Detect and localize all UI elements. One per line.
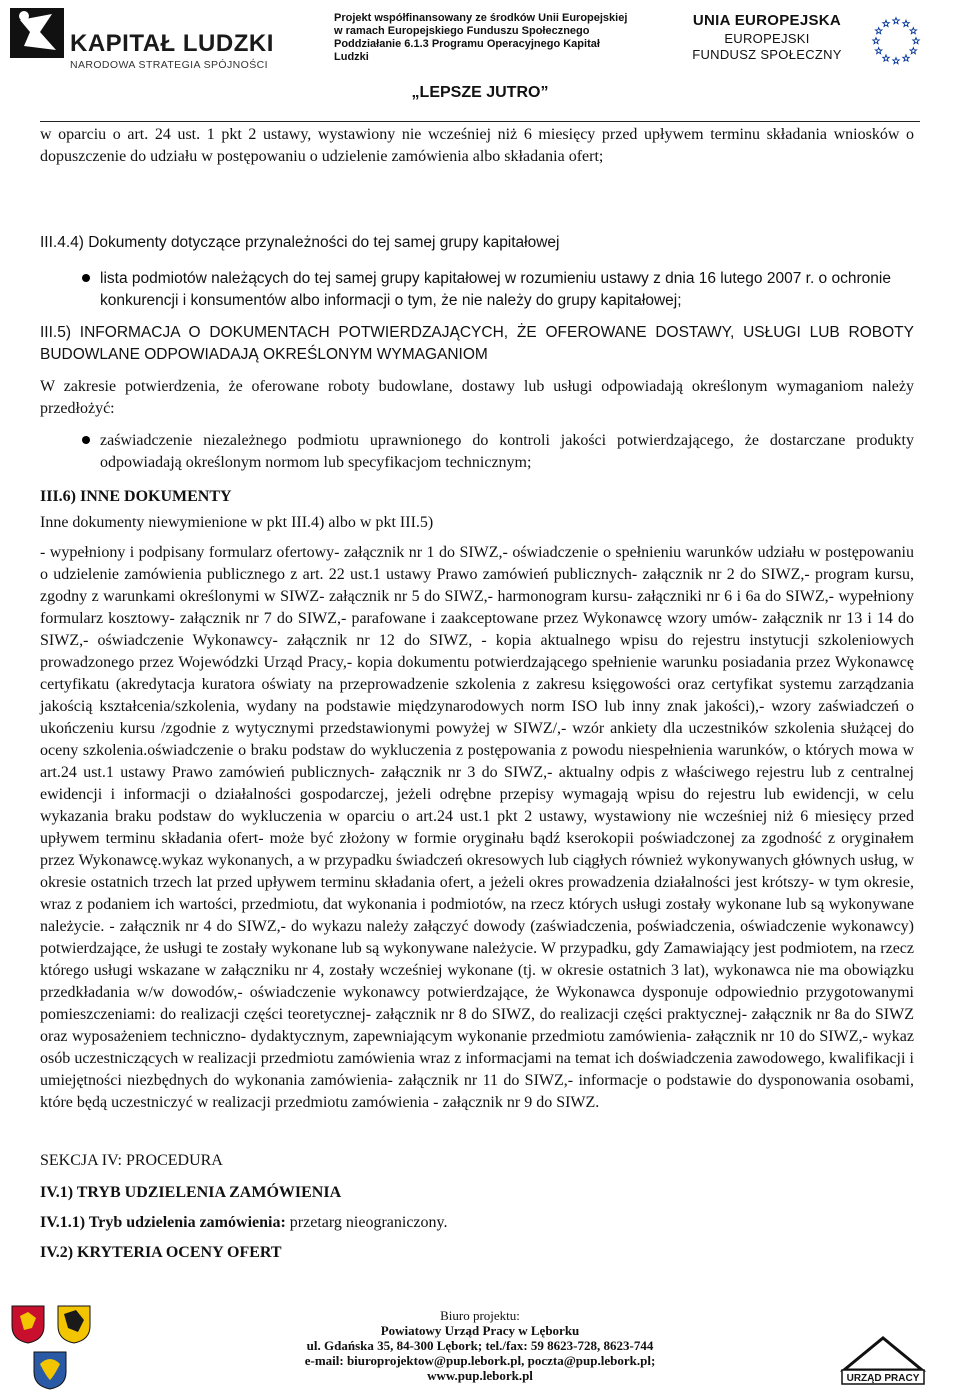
eu-star bbox=[883, 20, 889, 26]
kl-text bbox=[70, 30, 274, 71]
list-item bbox=[40, 268, 914, 322]
document-body bbox=[40, 124, 914, 1266]
ue-line-1: UNIA EUROPEJSKA bbox=[692, 12, 842, 29]
section-344-bullet-text: lista podmiotów należących do tej samej grupy kapitałowej w rozumieniu ustawy z dnia 16 lutego 2007 r. o ochronie konkurencji i konsumentów albo informacji o tym, że nie należy do grupy kapitałowej; bbox=[100, 270, 891, 309]
bullet-icon bbox=[82, 274, 90, 282]
eu-star bbox=[873, 38, 879, 44]
coat-of-arms-icon bbox=[32, 1350, 68, 1390]
section-411-line bbox=[40, 1212, 914, 1242]
intro-paragraph: w oparciu o art. 24 ust. 1 pkt 2 ustawy, wystawiony nie wcześniej niż 6 miesięcy przed upływem terminu składania wniosków o dopuszczenie do udziału w postępowaniu o udzielenie zamówienia albo składania ofert; bbox=[40, 126, 914, 165]
section-35-heading: III.5) INFORMACJA O DOKUMENTACH POTWIERDZAJĄCYCH, ŻE OFEROWANE DOSTAWY, USŁUGI LUB ROBOTY BUDOWLANE ODPOWIADAJĄ OKREŚLONYM WYMAGANIOM bbox=[40, 324, 914, 363]
motto: „LEPSZE JUTRO” bbox=[411, 84, 549, 101]
list-item bbox=[40, 430, 914, 486]
project-office-info bbox=[260, 1308, 700, 1383]
header-divider bbox=[40, 121, 920, 122]
document-header bbox=[0, 0, 960, 122]
project-line-3: Poddziałanie 6.1.3 Programu Operacyjnego Kapitał Ludzki bbox=[334, 38, 600, 63]
eu-star bbox=[903, 55, 909, 61]
ue-line-2: EUROPEJSKI bbox=[724, 31, 810, 46]
section-41-heading: IV.1) TRYB UDZIELENIA ZAMÓWIENIA bbox=[40, 1184, 342, 1201]
eu-stars-icon bbox=[860, 12, 932, 70]
project-line-2: w ramach Europejskiego Funduszu Społecznego bbox=[334, 25, 590, 37]
coat-of-arms-icon bbox=[56, 1304, 92, 1344]
section-36-subheading: Inne dokumenty niewymienione w pkt III.4) albo w pkt III.5) bbox=[40, 514, 434, 531]
section-4-heading: SEKCJA IV: PROCEDURA bbox=[40, 1152, 223, 1169]
biuro-label: Biuro projektu: bbox=[440, 1308, 520, 1323]
section-36-paragraph: - wypełniony i podpisany formularz ofertowy- załącznik nr 1 do SIWZ,- oświadczenie o spełnieniu warunków udziału w postępowaniu o udzielenie zamówienia publicznego z art. 22 ust.1 ustawy Prawo zamówień publicznych- załącznik nr 2 do SIWZ,- program kursu, zgodny z warunkami określonymi w SIWZ- załącznik nr 5 do SIWZ,- harmonogram kursu- załączniki nr 6 i 6a do SIWZ,- wypełniony formularz kosztowy- załącznik nr 7 do SIWZ,- parafowane i zaakceptowane przez Wykonawcę wzory umów- załącznik nr 13 i 14 do SIWZ,- oświadczenie Wykonawcy- załącznik nr 12 do SIWZ, - kopia aktualnego wpisu do rejestru instytucji szkoleniowych prowadzonego przez Wojewódzki Urząd Pracy,- kopia dokumentu potwierdzającego spełnienie warunku posiadania przez Wykonawcę certyfikatu (akredytacja kuratora oświaty na przeprowadzenie szkolenia z zakresu księgowości oraz certyfikat systemu zarządzania jakością kształcenia/szkolenia, wydany na podstawie międzynarodowych norm ISO lub inny znak jakości),- wzory zaświadczeń o ukończeniu kursu /zgodnie z wytycznymi przedstawionymi powyżej w SIWZ/,- wzór ankiety dla uczestników szkolenia służącej do oceny szkolenia.oświadczenie o braku podstaw do wykluczenia z postępowania z powodu niespełnienia warunków, o których mowa w art.24 ust.1 ustawy Prawo zamówień publicznych- załącznik nr 3 do SIWZ,- aktualny odpis z właściwego rejestru lub z centralnej ewidencji i informacji o działalności gospodarczej, jeżeli odrębne przepisy wymagają wpisu do rejestru lub ewidencji, w celu wykazania braku podstaw do wykluczenia w oparciu o art.24 ust.1 pkt 2 ustawy, wystawiony nie wcześniej niż 6 miesięcy przed upływem terminu składania ofert- może być złożony w formie oryginału bądź kserokopii poświadczonej za zgodność z oryginałem przez Wykonawcę.wykaz wykonanych, a w przypadku świadczeń okresowych lub ciągłych również wykonywanych głównych usług, w okresie ostatnich trzech lat przed upływem terminu składania ofert, a jeżeli okres prowadzenia działalności jest krótszy- w tym okresie, wraz z podaniem ich wartości, przedmiotu, dat wykonania i podmiotów, na rzecz których usługi zostały wykonane lub są wykonywane należycie. - załącznik nr 4 do SIWZ,- do wykazu należy załączyć dowody (zaświadczenia, poświadczenia, oświadczenie wykonawcy) potwierdzające, że usługi te zostały wykonane lub są wykonywane należycie. W przypadku, gdy Zamawiający jest podmiotem, na rzecz którego usługi wskazane w załączniku nr 4, zostały wcześniej wykonane (tj. w okresie ostatnich 3 lat), wykonawca nie ma obowiązku przedkładania w/w dowodów,- oświadczenie wykonawcy potwierdzające, że Wykonawca dysponuje odpowiednio przygotowanymi pomieszczeniami: do realizacji części teoretycznej- załącznik nr 8 do SIWZ, do realizacji części praktycznej- załącznik nr 8a do SIWZ oraz wyposażeniem techniczno- dydaktycznym, zapewniającym wykonanie przedmiotu zamówienia- załącznik nr 10 do SIWZ,- wykaz osób uczestniczących w realizacji przedmiotu zamówienia wraz z informacjami na temat ich doświadczenia zawodowego, kwalifikacji i umiejętności niezbędnych do wykonania zamówienia- załącznik nr 11 do SIWZ,- informacje o podstawie do dysponowania osobami, które będą uczestniczyć w realizacji przedmiotu zamówienia - załącznik nr 9 do SIWZ. bbox=[40, 544, 914, 1111]
section-42-heading: IV.2) KRYTERIA OCENY OFERT bbox=[40, 1244, 282, 1261]
project-line-1: Projekt współfinansowany ze środków Unii Europejskiej bbox=[334, 12, 628, 24]
section-411-label: IV.1.1) Tryb udzielenia zamówienia: bbox=[40, 1214, 286, 1231]
biuro-address: ul. Gdańska 35, 84-300 Lębork; tel./fax: 59 8623-728, 8623-744 bbox=[306, 1338, 654, 1353]
eu-star bbox=[913, 38, 919, 44]
bullet-icon bbox=[82, 436, 90, 444]
kl-title: KAPITAŁ LUDZKI bbox=[70, 30, 274, 57]
section-344-heading: III.4.4) Dokumenty dotyczące przynależności do tej samej grupy kapitałowej bbox=[40, 234, 560, 251]
urzad-pracy-logo bbox=[838, 1330, 928, 1386]
coat-of-arms-icon bbox=[10, 1304, 46, 1344]
eu-star bbox=[875, 28, 881, 34]
eu-fund-label bbox=[692, 12, 842, 62]
biuro-name: Powiatowy Urząd Pracy w Lęborku bbox=[380, 1323, 580, 1338]
eu-star bbox=[883, 55, 889, 61]
ue-line-3: FUNDUSZ SPOŁECZNY bbox=[692, 47, 842, 62]
biuro-contact: e-mail: biuroprojektow@pup.lebork.pl, poczta@pup.lebork.pl; www.pup.lebork.pl bbox=[304, 1353, 656, 1383]
urzad-label: URZĄD PRACY bbox=[846, 1373, 920, 1384]
section-411-value: przetarg nieograniczony. bbox=[285, 1214, 448, 1231]
section-35-paragraph: W zakresie potwierdzenia, że oferowane roboty budowlane, dostawy lub usługi odpowiadają określonym wymaganiom należy przedłożyć: bbox=[40, 378, 914, 417]
section-36-heading: III.6) INNE DOKUMENTY bbox=[40, 488, 232, 505]
project-info bbox=[334, 12, 634, 64]
eu-star bbox=[893, 18, 899, 24]
eu-star bbox=[875, 48, 881, 54]
kl-subtitle: NARODOWA STRATEGIA SPÓJNOŚCI bbox=[70, 59, 268, 71]
document-footer bbox=[0, 1300, 960, 1395]
section-35-bullet-text: zaświadczenie niezależnego podmiotu uprawnionego do kontroli jakości potwierdzającego, że dostarczane produkty odpowiadają określonym normom lub specyfikacjom technicznym; bbox=[100, 432, 914, 471]
eu-star bbox=[910, 48, 916, 54]
eu-star bbox=[910, 28, 916, 34]
eu-star bbox=[893, 58, 899, 64]
eu-star bbox=[903, 20, 909, 26]
